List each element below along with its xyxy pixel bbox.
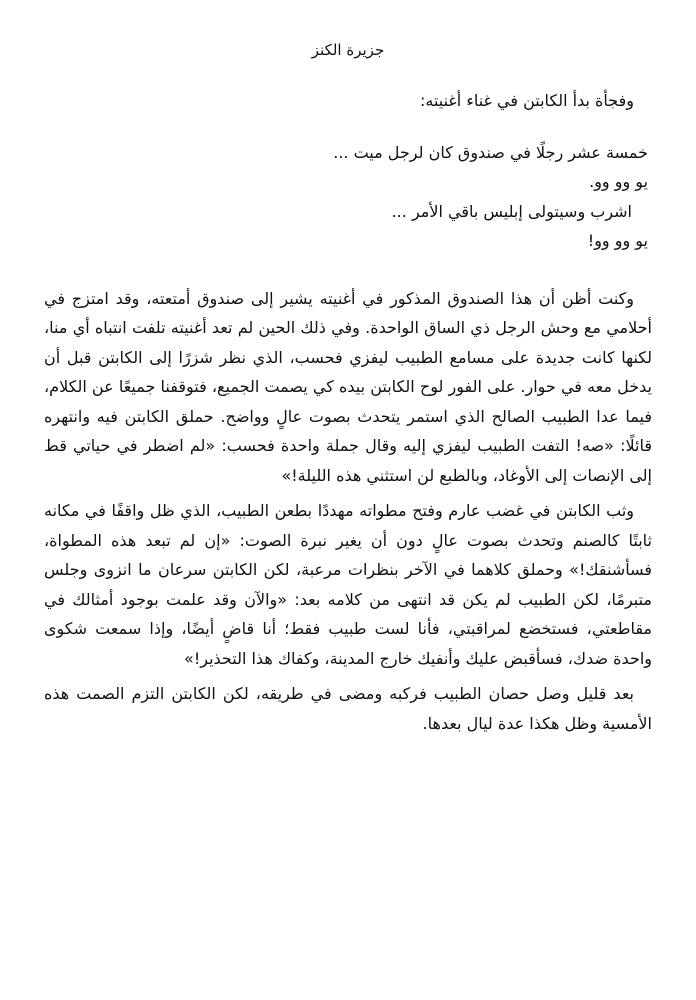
intro-line: وفجأة بدأ الكابتن في غناء أغنيته:: [419, 91, 634, 110]
song-verse: [44, 138, 652, 256]
paragraph: وثب الكابتن في غضب عارم وفتح مطواته مهددًا بطعن الطبيب، الذي ظل واقفًا في مكانه ثابتًا كالصنم وتحدث بصوت عالٍ دون أن يغير نبرة الصوت: «إن لم تبعد هذه المطواة، فسأشنقك!» وحملق كلاهما في الآخر بنظرات مرعبة، لكن الكابتن سرعان ما انزوى وجلس متبرمًا، لكن الطبيب لم يكن قد انتهى من كلامه بعد: «والآن وقد علمت بوجود أمثالك في مقاطعتي، فستخضع لمراقبتي، فأنا لست طبيب فقط؛ أنا قاضٍ أيضًا، وإذا سمعت شكوى واحدة ضدك، فسأقبض عليك وأنفيك خارج المدينة، وكفاك هذا التحذير!»: [44, 501, 652, 668]
verse-line: يو وو وو!: [587, 231, 648, 250]
verse-line: اشرب وسيتولى إبليس باقي الأمر ...: [391, 201, 632, 221]
verse-line: خمسة عشر رجلًا في صندوق كان لرجل ميت ...: [333, 142, 648, 162]
paragraph: وكنت أظن أن هذا الصندوق المذكور في أغنيته يشير إلى صندوق أمتعته، وقد امتزج في أحلامي مع وحش الرجل ذي الساق الواحدة. وفي ذلك الحين لم تعد أغنيته تلفت انتباه أي منا، لكنها كانت جديدة على مسامع الطبيب ليفزي فحسب، الذي نظر شزرًا إلى الكابتن قبل أن يدخل معه في حوار. على الفور لوح الكابتن بيده كي يصمت الجميع، فتوقفنا جميعًا عن الكلام، فيما عدا الطبيب الصالح الذي استمر يتحدث بصوت عالٍ وواضح. حملق الكابتن فيه وانتهره قائلًا: «صه! التفت الطبيب ليفزي إليه وقال جملة واحدة فحسب: «لم اضطر في حياتي قط إلى الإنصات إلى الأوغاد، وبالطبع لن استثني هذه الليلة!»: [44, 288, 652, 485]
page-body: [44, 86, 652, 744]
paragraph: بعد قليل وصل حصان الطبيب فركبه ومضى في طريقه، لكن الكابتن التزم الصمت هذه الأمسية وظل هكذا عدة ليال بعدها.: [44, 684, 652, 733]
verse-line: يو وو وو.: [589, 172, 648, 191]
running-header: جزيرة الكنز: [311, 41, 385, 59]
